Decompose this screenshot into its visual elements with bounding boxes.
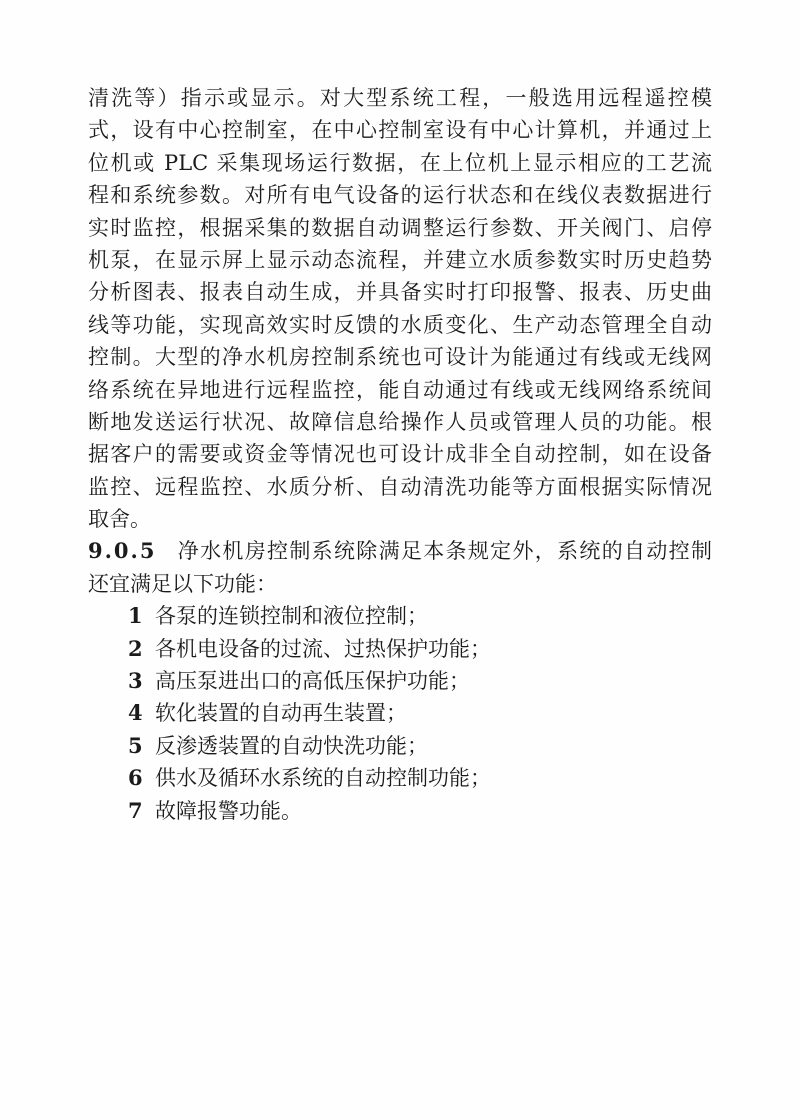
list-item-number: 7: [128, 797, 143, 823]
clause-second-line: 还宜满足以下功能：: [88, 571, 277, 596]
list-item: [128, 665, 712, 697]
list-item-text: 反渗透装置的自动快洗功能；: [155, 733, 428, 758]
text-line: 监控、远程监控、水质分析、自动清洗功能等方面根据实际情况: [88, 474, 712, 499]
list-item-text: 软化装置的自动再生装置；: [155, 701, 407, 726]
list-item-text: 各泵的连锁控制和液位控制；: [155, 604, 428, 629]
text-line: 断地发送运行状况、故障信息给操作人员或管理人员的功能。根: [88, 409, 712, 434]
text-line: 清洗等）指示或显示。对大型系统工程，一般选用远程遥控模: [88, 86, 712, 110]
list-item-text: 供水及循环水系统的自动控制功能；: [155, 766, 491, 791]
list-item: [128, 600, 712, 632]
text-line: 位机或 PLC 采集现场运行数据，在上位机上显示相应的工艺流: [88, 150, 712, 175]
list-item-text: 各机电设备的过流、过热保护功能；: [155, 636, 491, 661]
list-item-number: 1: [128, 603, 143, 629]
list-item: [128, 762, 712, 794]
text-line: 控制。大型的净水机房控制系统也可设计为能通过有线或无线网: [88, 345, 712, 370]
text-line: 实时监控，根据采集的数据自动调整运行参数、开关阀门、启停: [88, 215, 712, 240]
text-line: 式，设有中心控制室，在中心控制室设有中心计算机，并通过上: [88, 118, 712, 143]
list-item-number: 5: [128, 732, 143, 758]
list-item-number: 4: [128, 700, 143, 726]
list-item-text: 高压泵进出口的高低压保护功能；: [155, 669, 470, 694]
feature-list: [88, 600, 712, 827]
clause-text: 净水机房控制系统除满足本条规定外，系统的自动控制: [176, 539, 712, 564]
text-line: 线等功能，实现高效实时反馈的水质变化、生产动态管理全自动: [88, 312, 712, 337]
text-line: 分析图表、报表自动生成，并具备实时打印报警、报表、历史曲: [88, 280, 712, 305]
list-item-text: 故障报警功能。: [155, 798, 302, 823]
text-line: 程和系统参数。对所有电气设备的运行状态和在线仪表数据进行: [88, 183, 712, 208]
text-line: 络系统在异地进行远程监控，能自动通过有线或无线网络系统间: [88, 377, 712, 402]
list-item: [128, 633, 712, 665]
clause-first-line: [88, 535, 712, 567]
page-content: [88, 82, 712, 827]
clause-number: 9.0.5: [88, 538, 157, 564]
text-line: 机泵，在显示屏上显示动态流程，并建立水质参数实时历史趋势: [88, 247, 712, 272]
list-item-number: 3: [128, 668, 143, 694]
text-line: 据客户的需要或资金等情况也可设计成非全自动控制，如在设备: [88, 442, 712, 467]
list-item-number: 2: [128, 635, 143, 661]
list-item: [128, 730, 712, 762]
body-paragraph: [88, 82, 712, 535]
clause-9-0-5: [88, 535, 712, 600]
list-item: [128, 795, 712, 827]
text-line: 取舍。: [88, 507, 151, 532]
list-item-number: 6: [128, 765, 143, 791]
list-item: [128, 697, 712, 729]
